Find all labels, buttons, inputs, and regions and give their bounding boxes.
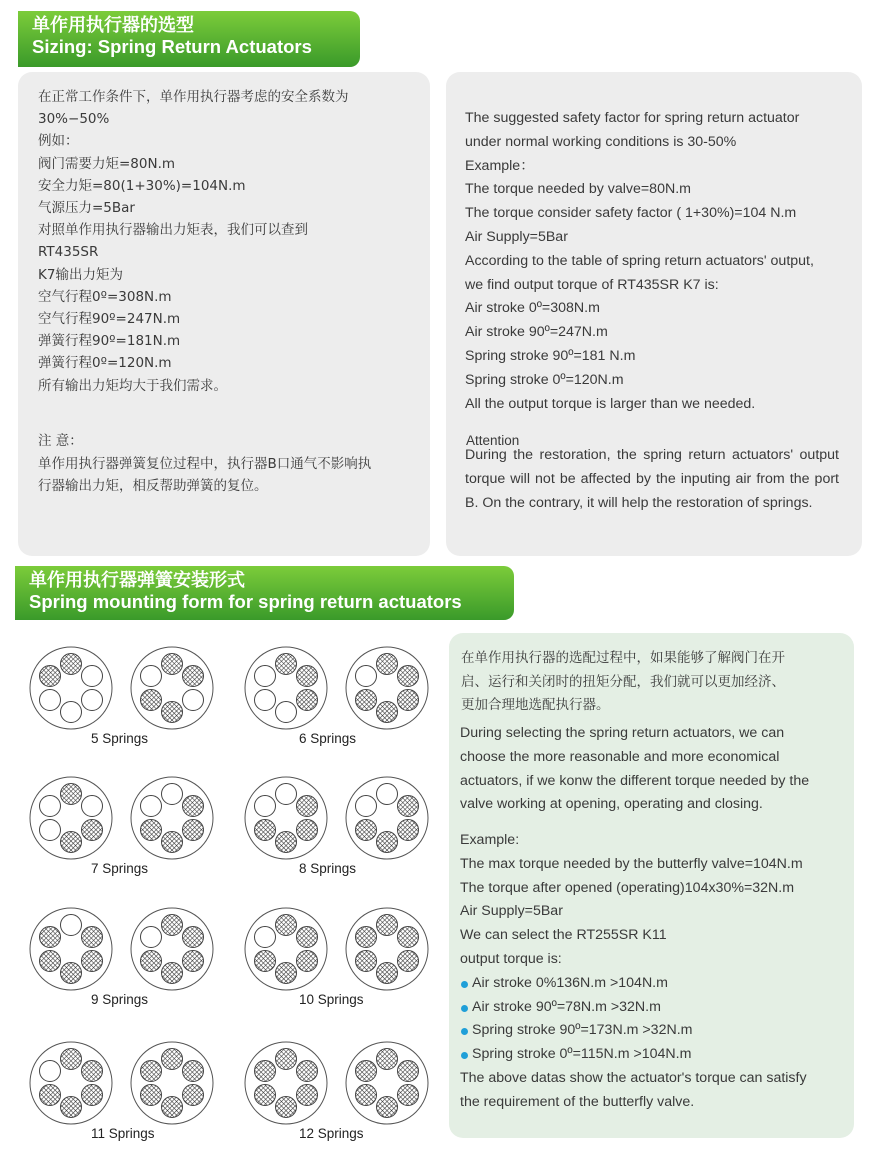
spring-layout-right bbox=[129, 906, 215, 992]
text-line: 阀门需要力矩=80N.m bbox=[38, 155, 176, 172]
text-line: 例如： bbox=[38, 133, 79, 150]
text-line bbox=[460, 948, 807, 972]
bullet-item bbox=[460, 1019, 807, 1043]
section-title-cn: 单作用执行器的选型 bbox=[32, 15, 194, 35]
spring-count-caption: 7 Springs bbox=[91, 861, 149, 876]
text-line: 弹簧行程90º=181N.m bbox=[38, 333, 181, 350]
spring-filled bbox=[183, 951, 204, 972]
bullet-text: Air stroke 0%136N.m >104N.m bbox=[472, 974, 668, 991]
spring-filled bbox=[398, 1085, 419, 1106]
section-title-en: Spring mounting form for spring return actuators bbox=[29, 591, 462, 612]
spring-filled bbox=[82, 1061, 103, 1082]
spring-filled bbox=[40, 951, 61, 972]
spring-count-caption: 12 Springs bbox=[299, 1126, 364, 1141]
spring-filled bbox=[82, 951, 103, 972]
spring-filled bbox=[183, 1061, 204, 1082]
spring-filled bbox=[398, 927, 419, 948]
bullet-item bbox=[460, 996, 807, 1020]
text-line: 气源压力=5Bar bbox=[38, 200, 135, 217]
spring-filled bbox=[162, 1049, 183, 1070]
spring-empty bbox=[276, 702, 297, 723]
spring-filled bbox=[398, 820, 419, 841]
spring-count-caption: 11 Springs bbox=[91, 1126, 155, 1141]
text-line: 对照单作用执行器输出力矩表，我们可以查到 bbox=[38, 222, 308, 239]
note-line: 行器输出力矩，相反帮助弹簧的复位。 bbox=[38, 478, 268, 494]
spring-layout-left bbox=[28, 645, 114, 731]
spring-empty bbox=[276, 784, 297, 805]
spring-empty bbox=[356, 666, 377, 687]
spring-filled bbox=[61, 963, 82, 984]
text-line: Air Supply=5Bar bbox=[465, 228, 568, 245]
attention-heading: Attention bbox=[466, 433, 520, 448]
text-line: According to the table of spring return actuators' output, bbox=[465, 252, 814, 269]
bullet-dot-icon bbox=[461, 1028, 468, 1035]
text-line: choose the more reasonable and more economical bbox=[460, 748, 780, 765]
spring-layout-left bbox=[28, 906, 114, 992]
bullet-text: The max torque needed by the butterfly valve=104N.m bbox=[460, 855, 803, 872]
spring-filled bbox=[183, 666, 204, 687]
spring-empty bbox=[141, 666, 162, 687]
spring-filled bbox=[377, 1049, 398, 1070]
spring-filled bbox=[398, 690, 419, 711]
bullet-item bbox=[460, 972, 807, 996]
text-line bbox=[460, 924, 807, 948]
bullet-text: We can select the RT255SR K11 bbox=[460, 927, 667, 944]
spring-empty bbox=[61, 702, 82, 723]
text-line: valve working at opening, operating and closing. bbox=[460, 796, 763, 813]
spring-filled bbox=[141, 951, 162, 972]
spring-empty bbox=[255, 690, 276, 711]
text-line: actuators, if we konw the different torque needed by the bbox=[460, 772, 810, 789]
bullet-text: Spring stroke 0º=115N.m >104N.m bbox=[472, 1046, 692, 1063]
spring-empty bbox=[255, 927, 276, 948]
spring-filled bbox=[162, 1097, 183, 1118]
spring-filled bbox=[255, 1085, 276, 1106]
text-line: Spring stroke 0º=120N.m bbox=[465, 371, 624, 388]
chinese-note-text bbox=[38, 430, 371, 498]
text-line: During selecting the spring return actuators, we can bbox=[460, 725, 785, 741]
spring-layout-left bbox=[243, 906, 329, 992]
spring-empty bbox=[255, 796, 276, 817]
spring-filled bbox=[162, 963, 183, 984]
spring-layout-right bbox=[129, 775, 215, 861]
spring-empty bbox=[141, 796, 162, 817]
section-title-cn: 单作用执行器弹簧安装形式 bbox=[29, 570, 245, 590]
spring-filled bbox=[356, 1061, 377, 1082]
spring-filled bbox=[377, 702, 398, 723]
spring-count-caption: 6 Springs bbox=[299, 731, 357, 746]
spring-filled bbox=[40, 1085, 61, 1106]
spring-filled bbox=[398, 951, 419, 972]
spring-empty bbox=[356, 796, 377, 817]
spring-filled bbox=[377, 963, 398, 984]
spring-filled bbox=[40, 666, 61, 687]
spring-filled bbox=[377, 654, 398, 675]
spring-filled bbox=[297, 1061, 318, 1082]
mounting-example-text bbox=[460, 829, 807, 1115]
spring-empty bbox=[162, 784, 183, 805]
spring-filled bbox=[141, 820, 162, 841]
spring-filled bbox=[141, 1061, 162, 1082]
spring-filled bbox=[162, 915, 183, 936]
spring-filled bbox=[297, 927, 318, 948]
spring-layout-left bbox=[243, 775, 329, 861]
text-line: 空气行程90º=247N.m bbox=[38, 311, 181, 328]
bullet-text: Air stroke 90º=78N.m >32N.m bbox=[472, 998, 661, 1015]
spring-count-caption: 5 Springs bbox=[91, 731, 149, 746]
spring-empty bbox=[255, 666, 276, 687]
spring-filled bbox=[356, 690, 377, 711]
spring-filled bbox=[276, 654, 297, 675]
text-line: Example： bbox=[465, 157, 535, 174]
section-banner-spring-mounting bbox=[15, 566, 514, 620]
spring-empty bbox=[40, 1061, 61, 1082]
text-line: The torque needed by valve=80N.m bbox=[465, 181, 691, 198]
spring-layout-right bbox=[344, 906, 430, 992]
spring-filled bbox=[356, 927, 377, 948]
spring-empty bbox=[40, 796, 61, 817]
spring-filled bbox=[40, 927, 61, 948]
spring-filled bbox=[61, 784, 82, 805]
text-line: 更加合理地选配执行器。 bbox=[461, 697, 610, 713]
text-line: 弹簧行程0º=120N.m bbox=[38, 355, 172, 372]
spring-filled bbox=[255, 1061, 276, 1082]
spring-filled bbox=[276, 832, 297, 853]
spring-empty bbox=[82, 690, 103, 711]
spring-filled bbox=[162, 654, 183, 675]
text-line: 30%−50% bbox=[38, 111, 110, 128]
text-line: All the output torque is larger than we needed. bbox=[465, 395, 756, 412]
spring-filled bbox=[183, 796, 204, 817]
spring-filled bbox=[297, 1085, 318, 1106]
text-line: Spring stroke 90º=181 N.m bbox=[465, 347, 636, 364]
section-banner-sizing bbox=[18, 11, 360, 67]
text-line: 在正常工作条件下，单作用执行器考虑的安全系数为 bbox=[38, 89, 349, 105]
spring-filled bbox=[377, 832, 398, 853]
spring-layout-right bbox=[344, 1040, 430, 1126]
text-line: 所有输出力矩均大于我们需求。 bbox=[38, 377, 227, 394]
bullet-dot-icon bbox=[461, 1005, 468, 1012]
spring-layout-right bbox=[129, 1040, 215, 1126]
spring-filled bbox=[297, 951, 318, 972]
text-line: K7输出力矩为 bbox=[38, 266, 123, 283]
text-line: Air stroke 0º=308N.m bbox=[465, 300, 600, 317]
spring-filled bbox=[61, 654, 82, 675]
spring-filled bbox=[141, 1085, 162, 1106]
spring-filled bbox=[297, 796, 318, 817]
bullet-text: Air Supply=5Bar bbox=[460, 903, 563, 920]
chinese-sizing-text bbox=[38, 86, 349, 397]
text-line: 空气行程0º=308N.m bbox=[38, 288, 172, 305]
text-line: we find output torque of RT435SR K7 is: bbox=[465, 276, 719, 293]
spring-filled bbox=[82, 1085, 103, 1106]
spring-filled bbox=[276, 915, 297, 936]
spring-empty bbox=[377, 784, 398, 805]
spring-filled bbox=[162, 702, 183, 723]
spring-filled bbox=[82, 820, 103, 841]
bullet-text: the requirement of the butterfly valve. bbox=[460, 1093, 695, 1110]
spring-filled bbox=[276, 1049, 297, 1070]
text-line: 安全力矩=80(1+30%)=104N.m bbox=[38, 177, 246, 194]
bullet-text: output torque is: bbox=[460, 950, 562, 967]
text-line: The suggested safety factor for spring return actuator bbox=[465, 110, 800, 126]
spring-filled bbox=[276, 963, 297, 984]
bullet-text: Spring stroke 90º=173N.m >32N.m bbox=[472, 1022, 693, 1039]
bullet-dot-icon bbox=[461, 981, 468, 988]
spring-filled bbox=[398, 1061, 419, 1082]
spring-filled bbox=[398, 666, 419, 687]
spring-empty bbox=[40, 690, 61, 711]
mounting-chinese-text bbox=[461, 647, 785, 718]
bullet-text: The torque after opened (operating)104x30%=32N.m bbox=[460, 879, 795, 896]
note-line: 注 意： bbox=[38, 433, 83, 449]
text-line bbox=[460, 829, 807, 853]
spring-filled bbox=[255, 820, 276, 841]
spring-filled bbox=[377, 915, 398, 936]
note-line: 单作用执行器弹簧复位过程中，执行器B口通气不影响执 bbox=[38, 455, 372, 472]
spring-filled bbox=[82, 927, 103, 948]
spring-filled bbox=[276, 1097, 297, 1118]
spring-count-caption: 10 Springs bbox=[299, 992, 364, 1007]
spring-layout-left bbox=[28, 1040, 114, 1126]
spring-filled bbox=[141, 690, 162, 711]
text-line bbox=[460, 900, 807, 924]
spring-filled bbox=[183, 820, 204, 841]
attention-paragraph: During the restoration, the spring return actuators' output torque will not be affected by the inputing air from the port B. On the contrary, it will help the restoration of springs. bbox=[465, 447, 839, 511]
spring-count-caption: 8 Springs bbox=[299, 861, 357, 876]
text-line bbox=[460, 853, 807, 877]
spring-empty bbox=[141, 927, 162, 948]
spring-filled bbox=[297, 690, 318, 711]
section-title-en: Sizing: Spring Return Actuators bbox=[32, 36, 312, 57]
text-line: The torque consider safety factor ( 1+30%)=104 N.m bbox=[465, 205, 797, 222]
text-line: 启、运行和关闭时的扭矩分配，我们就可以更加经济、 bbox=[461, 673, 785, 690]
spring-empty bbox=[61, 915, 82, 936]
spring-filled bbox=[162, 832, 183, 853]
mounting-english-text bbox=[460, 722, 809, 817]
spring-filled bbox=[297, 666, 318, 687]
text-line bbox=[460, 877, 807, 901]
spring-filled bbox=[356, 951, 377, 972]
spring-empty bbox=[82, 796, 103, 817]
spring-filled bbox=[356, 820, 377, 841]
spring-layout-right bbox=[344, 645, 430, 731]
spring-layout-left bbox=[243, 645, 329, 731]
spring-filled bbox=[398, 796, 419, 817]
spring-filled bbox=[297, 820, 318, 841]
spring-filled bbox=[183, 927, 204, 948]
bullet-item bbox=[460, 1043, 807, 1067]
spring-empty bbox=[82, 666, 103, 687]
spring-empty bbox=[183, 690, 204, 711]
spring-filled bbox=[183, 1085, 204, 1106]
text-line: Air stroke 90º=247N.m bbox=[465, 324, 608, 341]
spring-count-caption: 9 Springs bbox=[91, 992, 149, 1007]
text-line: 在单作用执行器的选配过程中，如果能够了解阀门在开 bbox=[461, 650, 785, 666]
bullet-dot-icon bbox=[461, 1052, 468, 1059]
spring-layout-right bbox=[344, 775, 430, 861]
bullet-text: Example: bbox=[460, 832, 520, 848]
spring-filled bbox=[61, 832, 82, 853]
english-sizing-text bbox=[465, 107, 814, 416]
spring-filled bbox=[61, 1049, 82, 1070]
text-line: under normal working conditions is 30-50% bbox=[465, 133, 737, 150]
text-line: RT435SR bbox=[38, 244, 99, 261]
spring-filled bbox=[61, 1097, 82, 1118]
bullet-text: The above datas show the actuator's torque can satisfy bbox=[460, 1069, 807, 1086]
spring-layout-right bbox=[129, 645, 215, 731]
text-line bbox=[460, 1067, 807, 1091]
text-line bbox=[460, 1091, 807, 1115]
spring-layout-left bbox=[28, 775, 114, 861]
spring-filled bbox=[377, 1097, 398, 1118]
spring-empty bbox=[40, 820, 61, 841]
spring-filled bbox=[356, 1085, 377, 1106]
spring-filled bbox=[255, 951, 276, 972]
spring-layout-left bbox=[243, 1040, 329, 1126]
